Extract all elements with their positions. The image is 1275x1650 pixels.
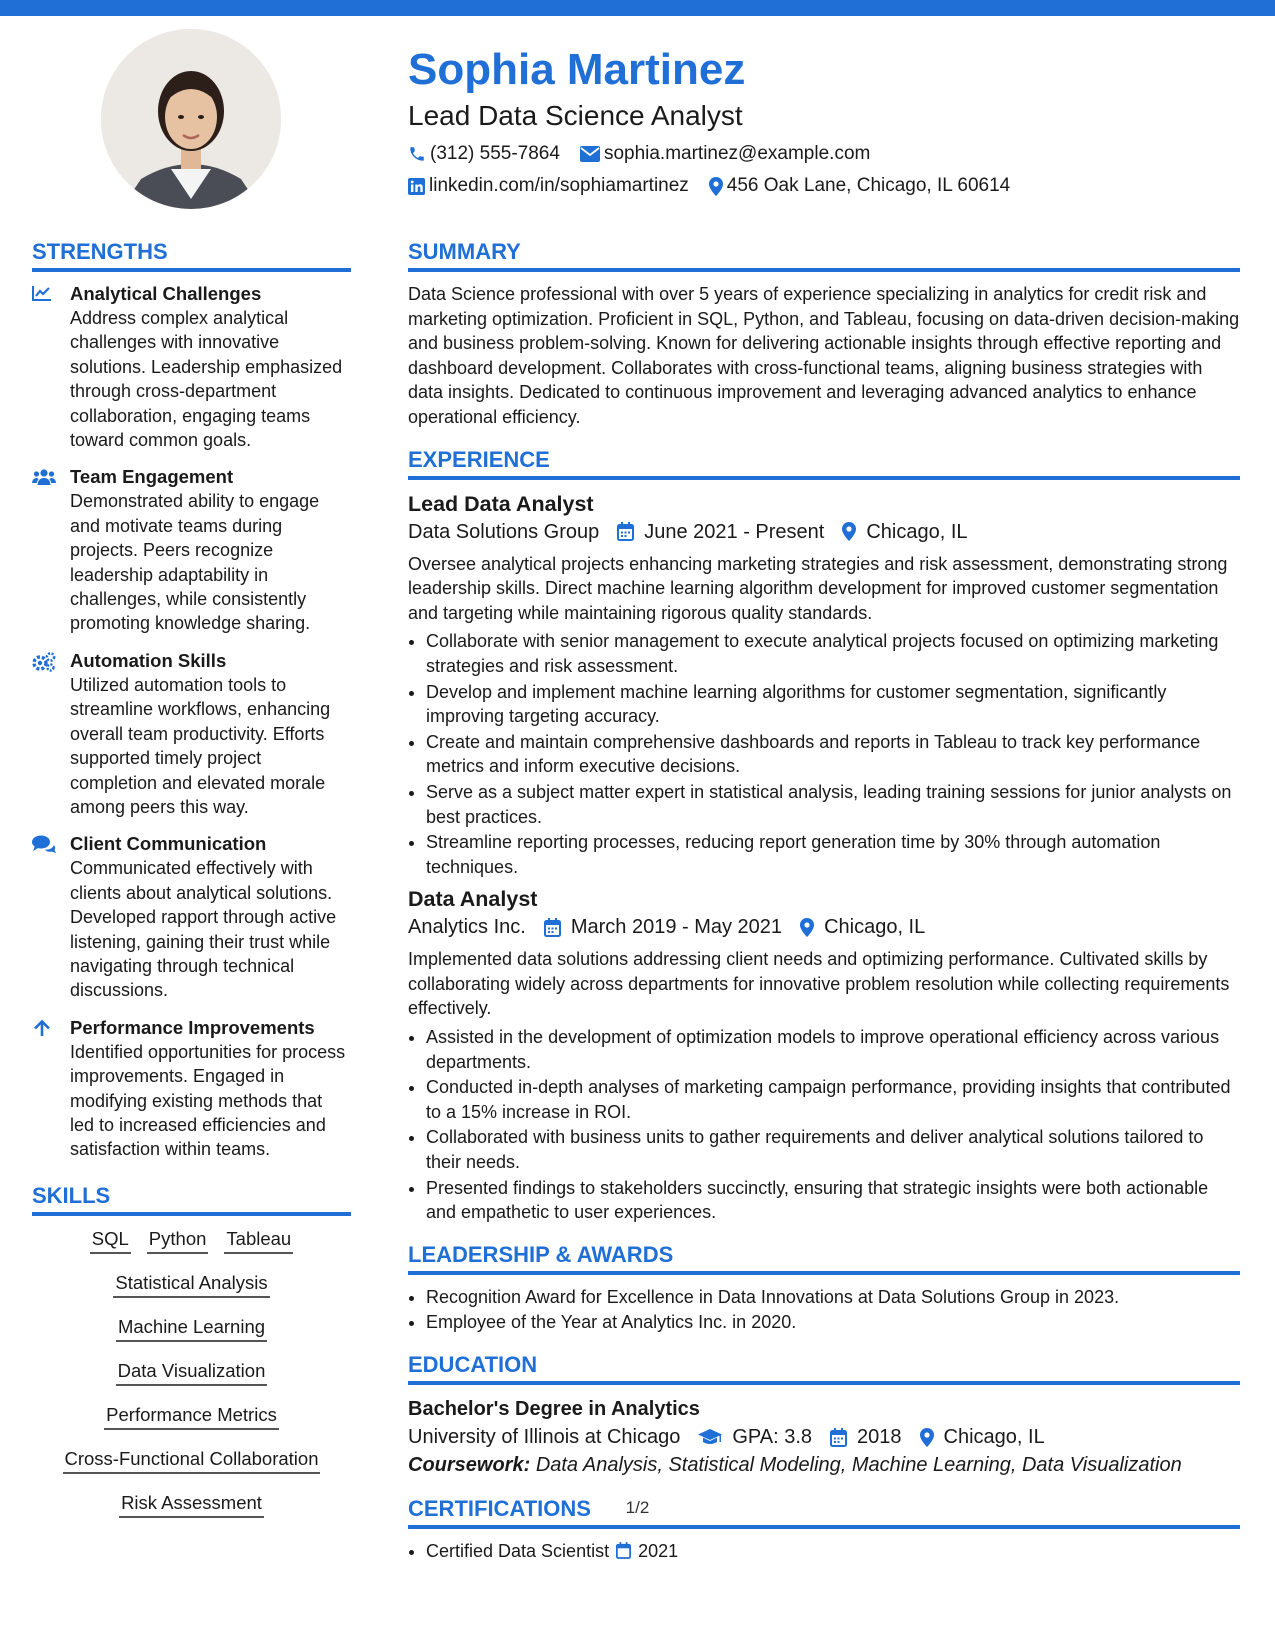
- contact-email[interactable]: [580, 142, 870, 166]
- school-name: University of Illinois at Chicago: [408, 1426, 681, 1448]
- map-pin-icon: [800, 918, 814, 937]
- experience-heading: EXPERIENCE: [408, 446, 1240, 480]
- degree-title: Bachelor's Degree in Analytics: [408, 1398, 700, 1420]
- list-item: • Collaborate with senior management to execute analytical projects focused on optimizing marketing strategies and risk assessment.: [426, 629, 1240, 678]
- list-item: [426, 1539, 1240, 1564]
- right-column: [408, 238, 1240, 1565]
- strength-desc: Identified opportunities for process improvements. Engaged in modifying existing methods that led to increased efficiencies and satisfaction within teams.: [70, 1041, 346, 1160]
- skill-tag: Machine Learning: [116, 1314, 267, 1342]
- job-desc: Oversee analytical projects enhancing marketing strategies and risk assessment, demonstrating strong leadership skills. Direct machine learning algorithm development for improved customer segmentation and targeting while maintaining rigorous quality standards.: [408, 553, 1228, 623]
- skills-list: [32, 1226, 351, 1518]
- summary-heading: SUMMARY: [408, 238, 1240, 272]
- gears-icon: [32, 652, 56, 672]
- education-gpa: [698, 1423, 812, 1451]
- job-company: Data Solutions Group: [408, 520, 600, 543]
- phone-text: (312) 555-7864: [430, 143, 560, 164]
- email-text[interactable]: sophia.martinez@example.com: [603, 143, 871, 164]
- education-year: [830, 1423, 902, 1451]
- strength-item: [32, 1016, 351, 1162]
- strength-title: Automation Skills: [70, 649, 227, 671]
- list-item: • Develop and implement machine learning algorithms for customer segmentation, significantly improving targeting accuracy.: [426, 680, 1240, 729]
- education-meta: [408, 1423, 1240, 1451]
- strength-item: [32, 832, 351, 1002]
- map-pin-icon: [709, 177, 723, 196]
- map-pin-icon: [920, 1428, 934, 1447]
- contact-linkedin[interactable]: [408, 174, 689, 198]
- awards-heading: LEADERSHIP & AWARDS: [408, 1241, 1240, 1275]
- page-number: 1/2: [625, 1498, 650, 1517]
- skill-tag: Cross-Functional Collaboration: [63, 1446, 321, 1474]
- top-accent-bar: [0, 0, 1275, 16]
- cert-name: Certified Data Scientist: [426, 1541, 610, 1561]
- comments-icon: [32, 835, 56, 853]
- contact-address: [709, 174, 1010, 198]
- certifications-heading: CERTIFICATIONS: [408, 1495, 1240, 1529]
- strength-item: [32, 282, 351, 452]
- list-item: • Serve as a subject matter expert in statistical analysis, leading training sessions for junior analysts on best practices.: [426, 780, 1240, 829]
- calendar-icon: [544, 918, 561, 937]
- strength-title: Team Engagement: [70, 466, 234, 488]
- job-title: Data Analyst: [408, 887, 538, 912]
- skill-tag: Risk Assessment: [119, 1490, 264, 1518]
- skill-tag: SQL: [90, 1226, 131, 1254]
- map-pin-icon: [842, 522, 856, 541]
- address-text: 456 Oak Lane, Chicago, IL 60614: [726, 175, 1011, 196]
- skill-tag: Python: [147, 1226, 209, 1254]
- strength-title: Client Communication: [70, 833, 267, 855]
- list-item: • Employee of the Year at Analytics Inc. in 2020.: [426, 1310, 1240, 1335]
- strength-desc: Address complex analytical challenges with innovative solutions. Leadership emphasized through cross-department collaboration, engaging teams toward common goals.: [70, 308, 343, 451]
- profile-photo: [101, 29, 281, 209]
- skills-heading: SKILLS: [32, 1182, 351, 1216]
- job-entry: [408, 885, 1240, 1225]
- calendar-icon: [617, 522, 634, 541]
- job-meta: [408, 913, 1240, 941]
- job-desc: Implemented data solutions addressing client needs and optimizing performance. Cultivated skills by collaborating widely across departments for innovative problem resolution while collecting requirements effectively.: [408, 949, 1230, 1019]
- candidate-title: Lead Data Science Analyst: [408, 100, 743, 131]
- list-item: • Create and maintain comprehensive dashboards and reports in Tableau to track key performance metrics and inform executive decisions.: [426, 730, 1240, 779]
- linkedin-icon: [408, 178, 425, 195]
- resume-header: [408, 40, 1248, 198]
- cert-year: 2021: [638, 1541, 679, 1561]
- coursework: [408, 1451, 1240, 1479]
- coursework-text: Data Analysis, Statistical Modeling, Machine Learning, Data Visualization: [535, 1454, 1182, 1476]
- certifications-list: [408, 1539, 1240, 1564]
- coursework-label: Coursework:: [408, 1454, 531, 1476]
- job-location-text: Chicago, IL: [866, 520, 968, 543]
- strengths-heading: STRENGTHS: [32, 238, 351, 272]
- calendar-icon: [830, 1428, 847, 1447]
- chart-line-icon: [32, 285, 52, 301]
- linkedin-text[interactable]: linkedin.com/in/sophiamartinez: [429, 175, 689, 196]
- skill-tag: Performance Metrics: [104, 1402, 279, 1430]
- calendar-icon: [616, 1542, 631, 1559]
- job-dates: [544, 913, 782, 941]
- job-bullets: [408, 1025, 1240, 1225]
- list-item: • Streamline reporting processes, reducing report generation time by 30% through automation techniques.: [426, 830, 1240, 879]
- contact-phone: [408, 142, 560, 166]
- education-heading: EDUCATION: [408, 1351, 1240, 1385]
- strength-title: Performance Improvements: [70, 1016, 315, 1038]
- strength-desc: Demonstrated ability to engage and motivate teams during projects. Peers recognize leadership adaptability in challenges, while consistently promoting knowledge sharing.: [70, 491, 320, 634]
- strength-item: [32, 465, 351, 635]
- job-title: Lead Data Analyst: [408, 491, 594, 516]
- list-item: • Conducted in-depth analyses of marketing campaign performance, providing insights that contributed to a 15% increase in ROI.: [426, 1075, 1240, 1124]
- job-location: [842, 518, 967, 546]
- job-location-text: Chicago, IL: [824, 916, 926, 939]
- job-dates-text: June 2021 - Present: [644, 520, 825, 543]
- job-company: Analytics Inc.: [408, 916, 526, 939]
- contact-row-1: [408, 142, 1248, 166]
- job-bullets: [408, 629, 1240, 879]
- education-location: [920, 1423, 1045, 1451]
- job-entry: [408, 490, 1240, 880]
- list-item: • Collaborated with business units to gather requirements and deliver analytical solutions tailored to their needs.: [426, 1125, 1240, 1174]
- year-text: 2018: [857, 1426, 902, 1448]
- awards-list: [408, 1285, 1240, 1335]
- strength-desc: Communicated effectively with clients about analytical solutions. Developed rapport through active listening, gaining their trust while navigating through technical discussions.: [70, 858, 337, 1001]
- skill-tag: Statistical Analysis: [113, 1270, 269, 1298]
- left-column: [32, 238, 351, 1534]
- strength-desc: Utilized automation tools to streamline workflows, enhancing overall team productivity. Efforts supported timely project completion and elevated morale among peers this way.: [70, 674, 331, 817]
- strength-title: Analytical Challenges: [70, 283, 262, 304]
- strength-item: [32, 649, 351, 819]
- job-meta: [408, 518, 1240, 546]
- education-location-text: Chicago, IL: [943, 1426, 1045, 1448]
- gpa-text: GPA: 3.8: [732, 1426, 813, 1448]
- users-icon: [32, 468, 56, 486]
- list-item: • Recognition Award for Excellence in Data Innovations at Data Solutions Group in 2023.: [426, 1285, 1240, 1310]
- job-location: [800, 913, 925, 941]
- list-item: • Assisted in the development of optimization models to improve operational efficiency across various departments.: [426, 1025, 1240, 1074]
- skill-tag: Data Visualization: [116, 1358, 268, 1386]
- job-dates-text: March 2019 - May 2021: [570, 916, 783, 939]
- candidate-name: Sophia Martinez: [408, 45, 746, 94]
- skill-tag: Tableau: [224, 1226, 293, 1254]
- graduation-cap-icon: [698, 1429, 722, 1446]
- summary-text: Data Science professional with over 5 years of experience specializing in analytics for credit risk and marketing optimization. Proficient in SQL, Python, and Tableau, focusing on data-driven decision-making and business problem-solving. Known for delivering actionable insights through effective reporting and dashboard development. Collaborates with cross-functional teams, aligning business strategies with data insights. Dedicated to continuous improvement and leveraging advanced analytics to enhance operational efficiency.: [408, 284, 1240, 427]
- contact-row-2: [408, 174, 1248, 198]
- list-item: • Presented findings to stakeholders succinctly, ensuring that strategic insights were both actionable and empathetic to user experiences.: [426, 1176, 1240, 1225]
- envelope-icon: [580, 146, 600, 162]
- arrow-up-icon: [32, 1019, 52, 1037]
- phone-icon: [408, 145, 426, 163]
- job-dates: [617, 518, 824, 546]
